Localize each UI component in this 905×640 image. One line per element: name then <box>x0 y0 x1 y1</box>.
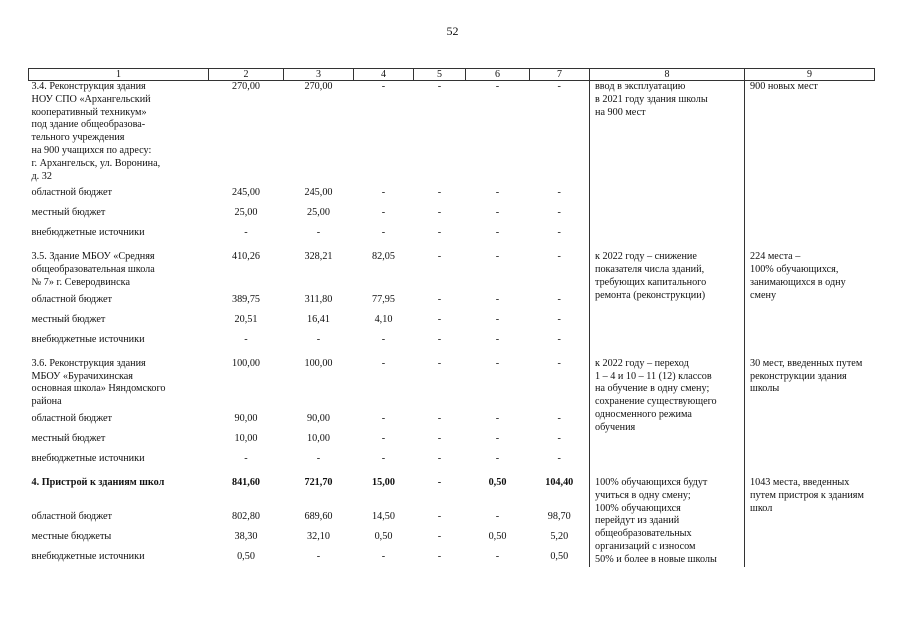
column-header: 1 <box>29 69 209 81</box>
section-header-row <box>29 358 875 409</box>
section-title-line: 3.6. Реконструкция здания <box>31 357 146 369</box>
value-cell: 104,40 <box>545 476 574 488</box>
column-header: 7 <box>530 69 590 81</box>
value-cell: 270,00 <box>231 81 260 92</box>
section-title-line: МБОУ «Бурачихинская <box>31 370 133 382</box>
value-cell: 0,50 <box>374 530 393 542</box>
value-cell: 16,41 <box>307 313 330 325</box>
expected-result-text <box>595 81 741 119</box>
funding-source-label: местный бюджет <box>31 313 106 325</box>
value-cell: - <box>557 251 561 263</box>
spacer-cell <box>414 469 466 477</box>
value-cell: - <box>437 313 442 325</box>
expected-result <box>590 477 745 567</box>
value-cell: - <box>381 333 386 345</box>
value-cell: - <box>244 452 248 464</box>
funding-source-label: внебюджетные источники <box>31 452 145 464</box>
spacer-cell <box>530 350 590 358</box>
section-title <box>29 81 209 184</box>
target-indicator-line: школы <box>750 383 780 395</box>
section-title-line: № 7» г. Северодвинска <box>31 276 130 288</box>
section-title-line: г. Архангельск, ул. Воронина, <box>31 157 161 169</box>
spacer-cell <box>209 469 284 477</box>
value-cell: 90,00 <box>234 412 258 424</box>
value-cell: - <box>316 452 321 464</box>
value-cell: - <box>381 432 386 444</box>
value-cell: 0,50 <box>550 550 569 562</box>
value-cell: 0,50 <box>237 550 255 562</box>
value-cell: - <box>437 293 442 305</box>
expected-result-text <box>595 251 741 302</box>
expected-result-line: на 900 мест <box>595 106 646 118</box>
value-cell: - <box>437 452 442 464</box>
value-cell: 32,10 <box>307 530 330 542</box>
column-header: 4 <box>354 69 414 81</box>
expected-result-line: обучения <box>595 421 636 433</box>
value-cell: 77,95 <box>372 293 395 305</box>
spacer-cell <box>29 469 209 477</box>
value-cell: - <box>381 187 386 199</box>
value-cell: - <box>557 452 561 464</box>
funding-source-label: областной бюджет <box>31 510 112 522</box>
section-title-line: на 900 учащихся по адресу: <box>31 144 152 156</box>
value-cell: - <box>437 550 442 562</box>
funding-source-label: внебюджетные источники <box>31 550 145 562</box>
target-indicator-line: 1043 места, введенных <box>750 476 850 488</box>
section-title <box>29 358 209 409</box>
target-indicator-text <box>750 477 872 515</box>
target-indicator-line: 900 новых мест <box>750 81 818 92</box>
value-cell: - <box>495 510 500 522</box>
expected-result-line: организаций с износом <box>595 540 696 552</box>
section-title-line: под здание общеобразова- <box>31 119 146 131</box>
value-cell: - <box>437 476 442 488</box>
target-indicator-line: 30 мест, введенных путем <box>750 357 863 369</box>
value-cell: - <box>381 550 386 562</box>
value-cell: - <box>557 357 561 369</box>
value-cell: - <box>495 207 500 219</box>
value-cell: - <box>437 207 442 219</box>
value-cell: 410,26 <box>231 251 260 263</box>
value-cell: 38,30 <box>234 530 258 542</box>
target-indicator-line: занимающихся в одну <box>750 276 846 288</box>
expected-result-text <box>595 477 741 567</box>
expected-result-line: 1 – 4 и 10 – 11 (12) классов <box>595 370 712 382</box>
section-title-line: основная школа» Няндомского <box>31 383 166 395</box>
expected-result-line: на обучение в одну смену; <box>595 383 710 395</box>
value-cell: 14,50 <box>372 510 395 522</box>
expected-result-line: 50% и более в новые школы <box>595 553 717 565</box>
expected-result-line: 100% обучающихся будут <box>595 476 708 488</box>
value-cell: - <box>316 550 321 562</box>
value-cell: 721,70 <box>304 476 333 488</box>
spacer-cell <box>284 243 354 251</box>
section-title-line: НОУ СПО «Архангельский <box>31 93 151 105</box>
spacer-cell <box>354 243 414 251</box>
value-cell: 841,60 <box>231 476 260 488</box>
value-cell: - <box>437 187 442 199</box>
expected-result-line: 100% обучающихся <box>595 502 681 514</box>
value-cell: - <box>381 452 386 464</box>
spacer-cell <box>745 350 875 358</box>
value-cell: 15,00 <box>372 476 395 488</box>
spacer-row <box>29 469 875 477</box>
spacer-cell <box>29 350 209 358</box>
value-cell: - <box>437 81 442 92</box>
value-cell: - <box>381 412 386 424</box>
value-cell: 311,80 <box>304 293 333 305</box>
column-header: 2 <box>209 69 284 81</box>
expected-result <box>590 358 745 469</box>
spacer-cell <box>414 350 466 358</box>
value-cell: - <box>495 550 500 562</box>
expected-result-line: сохранение существующего <box>595 396 717 408</box>
spacer-cell <box>530 469 590 477</box>
value-cell: - <box>316 227 321 239</box>
value-cell: 20,51 <box>234 313 258 325</box>
value-cell: - <box>437 333 442 345</box>
section-title-line: тельного учреждения <box>31 132 125 144</box>
spacer-cell <box>590 243 745 251</box>
value-cell: 90,00 <box>307 412 330 424</box>
value-cell: - <box>557 81 561 92</box>
section-title-line: 3.5. Здание МБОУ «Средняя <box>31 251 155 263</box>
value-cell: 0,50 <box>488 530 507 542</box>
column-header: 6 <box>466 69 530 81</box>
value-cell: 245,00 <box>304 187 333 199</box>
value-cell: 82,05 <box>372 251 395 263</box>
column-number-row <box>29 69 875 81</box>
expected-result-line: ремонта (реконструкции) <box>595 289 706 301</box>
value-cell: - <box>495 313 500 325</box>
value-cell: - <box>557 187 561 199</box>
target-indicator <box>745 358 875 469</box>
spacer-cell <box>466 243 530 251</box>
value-cell: 245,00 <box>231 187 260 199</box>
expected-result-line: перейдут из зданий <box>595 515 680 527</box>
funding-source-label: внебюджетные источники <box>31 333 145 345</box>
section-header-row <box>29 251 875 289</box>
column-header: 5 <box>414 69 466 81</box>
value-cell: - <box>557 412 561 424</box>
target-indicator-line: реконструкции здания <box>750 370 847 382</box>
value-cell: - <box>495 452 500 464</box>
expected-result-line: к 2022 году – переход <box>595 357 689 369</box>
funding-source-label: областной бюджет <box>31 293 112 305</box>
value-cell: - <box>495 293 500 305</box>
funding-source-label: внебюджетные источники <box>31 227 145 239</box>
spacer-cell <box>414 243 466 251</box>
value-cell: 100,00 <box>304 357 333 369</box>
value-cell: - <box>495 412 500 424</box>
value-cell: - <box>495 81 500 92</box>
value-cell: 10,00 <box>234 432 258 444</box>
value-cell: - <box>495 432 500 444</box>
page-number: 52 <box>446 24 459 38</box>
spacer-cell <box>209 243 284 251</box>
funding-source-label: местный бюджет <box>31 207 106 219</box>
expected-result-line: односменного режима <box>595 408 692 420</box>
expected-result-line: общеобразовательных <box>595 528 692 540</box>
value-cell: 802,80 <box>231 510 260 522</box>
target-indicator <box>745 81 875 244</box>
target-indicator-line: школ <box>750 502 773 514</box>
expected-result-text <box>595 358 741 435</box>
value-cell: - <box>557 333 561 345</box>
funding-source-label: местный бюджет <box>31 432 106 444</box>
value-cell: - <box>437 432 442 444</box>
expected-result-line: ввод в эксплуатацию <box>595 81 686 92</box>
value-cell: - <box>437 357 442 369</box>
spacer-cell <box>284 350 354 358</box>
expected-result-line: в 2021 году здания школы <box>595 93 708 105</box>
expected-result-line: к 2022 году – снижение <box>595 251 697 263</box>
value-cell: - <box>244 227 248 239</box>
value-cell: - <box>381 81 386 92</box>
funding-source-label: областной бюджет <box>31 187 112 199</box>
spacer-cell <box>745 469 875 477</box>
spacer-cell <box>209 350 284 358</box>
section-header-row <box>29 81 875 184</box>
section-title-line: 3.4. Реконструкция здания <box>31 81 146 92</box>
funding-source-label: областной бюджет <box>31 412 112 424</box>
expected-result <box>590 251 745 349</box>
value-cell: 4,10 <box>374 313 393 325</box>
funding-table <box>28 68 875 567</box>
spacer-cell <box>466 350 530 358</box>
value-cell: 270,00 <box>304 81 333 92</box>
spacer-cell <box>530 243 590 251</box>
value-cell: - <box>437 510 442 522</box>
funding-source-label: местные бюджеты <box>31 530 112 542</box>
value-cell: - <box>557 227 561 239</box>
spacer-cell <box>466 469 530 477</box>
column-header: 8 <box>590 69 745 81</box>
spacer-cell <box>284 469 354 477</box>
value-cell: - <box>381 227 386 239</box>
spacer-cell <box>354 350 414 358</box>
expected-result <box>590 81 745 244</box>
value-cell: - <box>495 357 500 369</box>
section-title-line: общеобразовательная школа <box>31 264 155 276</box>
section-title <box>29 251 209 289</box>
target-indicator-line: смену <box>750 289 777 301</box>
value-cell: - <box>437 412 442 424</box>
value-cell: 328,21 <box>304 251 333 263</box>
value-cell: 389,75 <box>231 293 260 305</box>
section-title-line: д. 32 <box>31 170 52 182</box>
value-cell: - <box>437 251 442 263</box>
value-cell: - <box>244 333 248 345</box>
target-indicator-text <box>750 358 872 396</box>
section-title-line: 4. Пристрой к зданиям школ <box>31 476 165 488</box>
section-title-line: района <box>31 396 62 408</box>
target-indicator-line: 224 места – <box>750 251 801 263</box>
value-cell: 10,00 <box>307 432 330 444</box>
section-title <box>29 477 209 507</box>
value-cell: - <box>437 530 442 542</box>
section-header-row <box>29 477 875 507</box>
value-cell: - <box>495 333 500 345</box>
value-cell: - <box>495 187 500 199</box>
value-cell: - <box>495 251 500 263</box>
spacer-row <box>29 243 875 251</box>
value-cell: - <box>557 207 561 219</box>
target-indicator-text <box>750 251 872 302</box>
value-cell: 100,00 <box>231 357 260 369</box>
value-cell: - <box>557 313 561 325</box>
value-cell: 689,60 <box>304 510 333 522</box>
value-cell: - <box>495 227 500 239</box>
value-cell: 5,20 <box>550 530 569 542</box>
spacer-cell <box>590 469 745 477</box>
expected-result-line: учиться в одну смену; <box>595 489 691 501</box>
value-cell: - <box>437 227 442 239</box>
column-header: 9 <box>745 69 875 81</box>
expected-result-line: показателя числа зданий, <box>595 264 705 276</box>
value-cell: - <box>316 333 321 345</box>
spacer-cell <box>745 243 875 251</box>
spacer-cell <box>590 350 745 358</box>
spacer-cell <box>29 243 209 251</box>
target-indicator <box>745 251 875 349</box>
target-indicator <box>745 477 875 567</box>
target-indicator-line: 100% обучающихся, <box>750 264 839 276</box>
section-title-line: кооперативный техникум» <box>31 106 147 118</box>
table-body <box>29 81 875 567</box>
value-cell: - <box>381 357 386 369</box>
expected-result-line: требующих капитального <box>595 276 707 288</box>
spacer-row <box>29 350 875 358</box>
value-cell: 0,50 <box>488 476 507 488</box>
value-cell: - <box>557 432 561 444</box>
value-cell: 98,70 <box>547 510 571 522</box>
target-indicator-line: путем пристроя к зданиям <box>750 489 864 501</box>
value-cell: - <box>557 293 561 305</box>
spacer-cell <box>354 469 414 477</box>
target-indicator-text <box>750 81 872 94</box>
value-cell: 25,00 <box>307 207 330 219</box>
value-cell: 25,00 <box>234 207 258 219</box>
column-header: 3 <box>284 69 354 81</box>
value-cell: - <box>381 207 386 219</box>
